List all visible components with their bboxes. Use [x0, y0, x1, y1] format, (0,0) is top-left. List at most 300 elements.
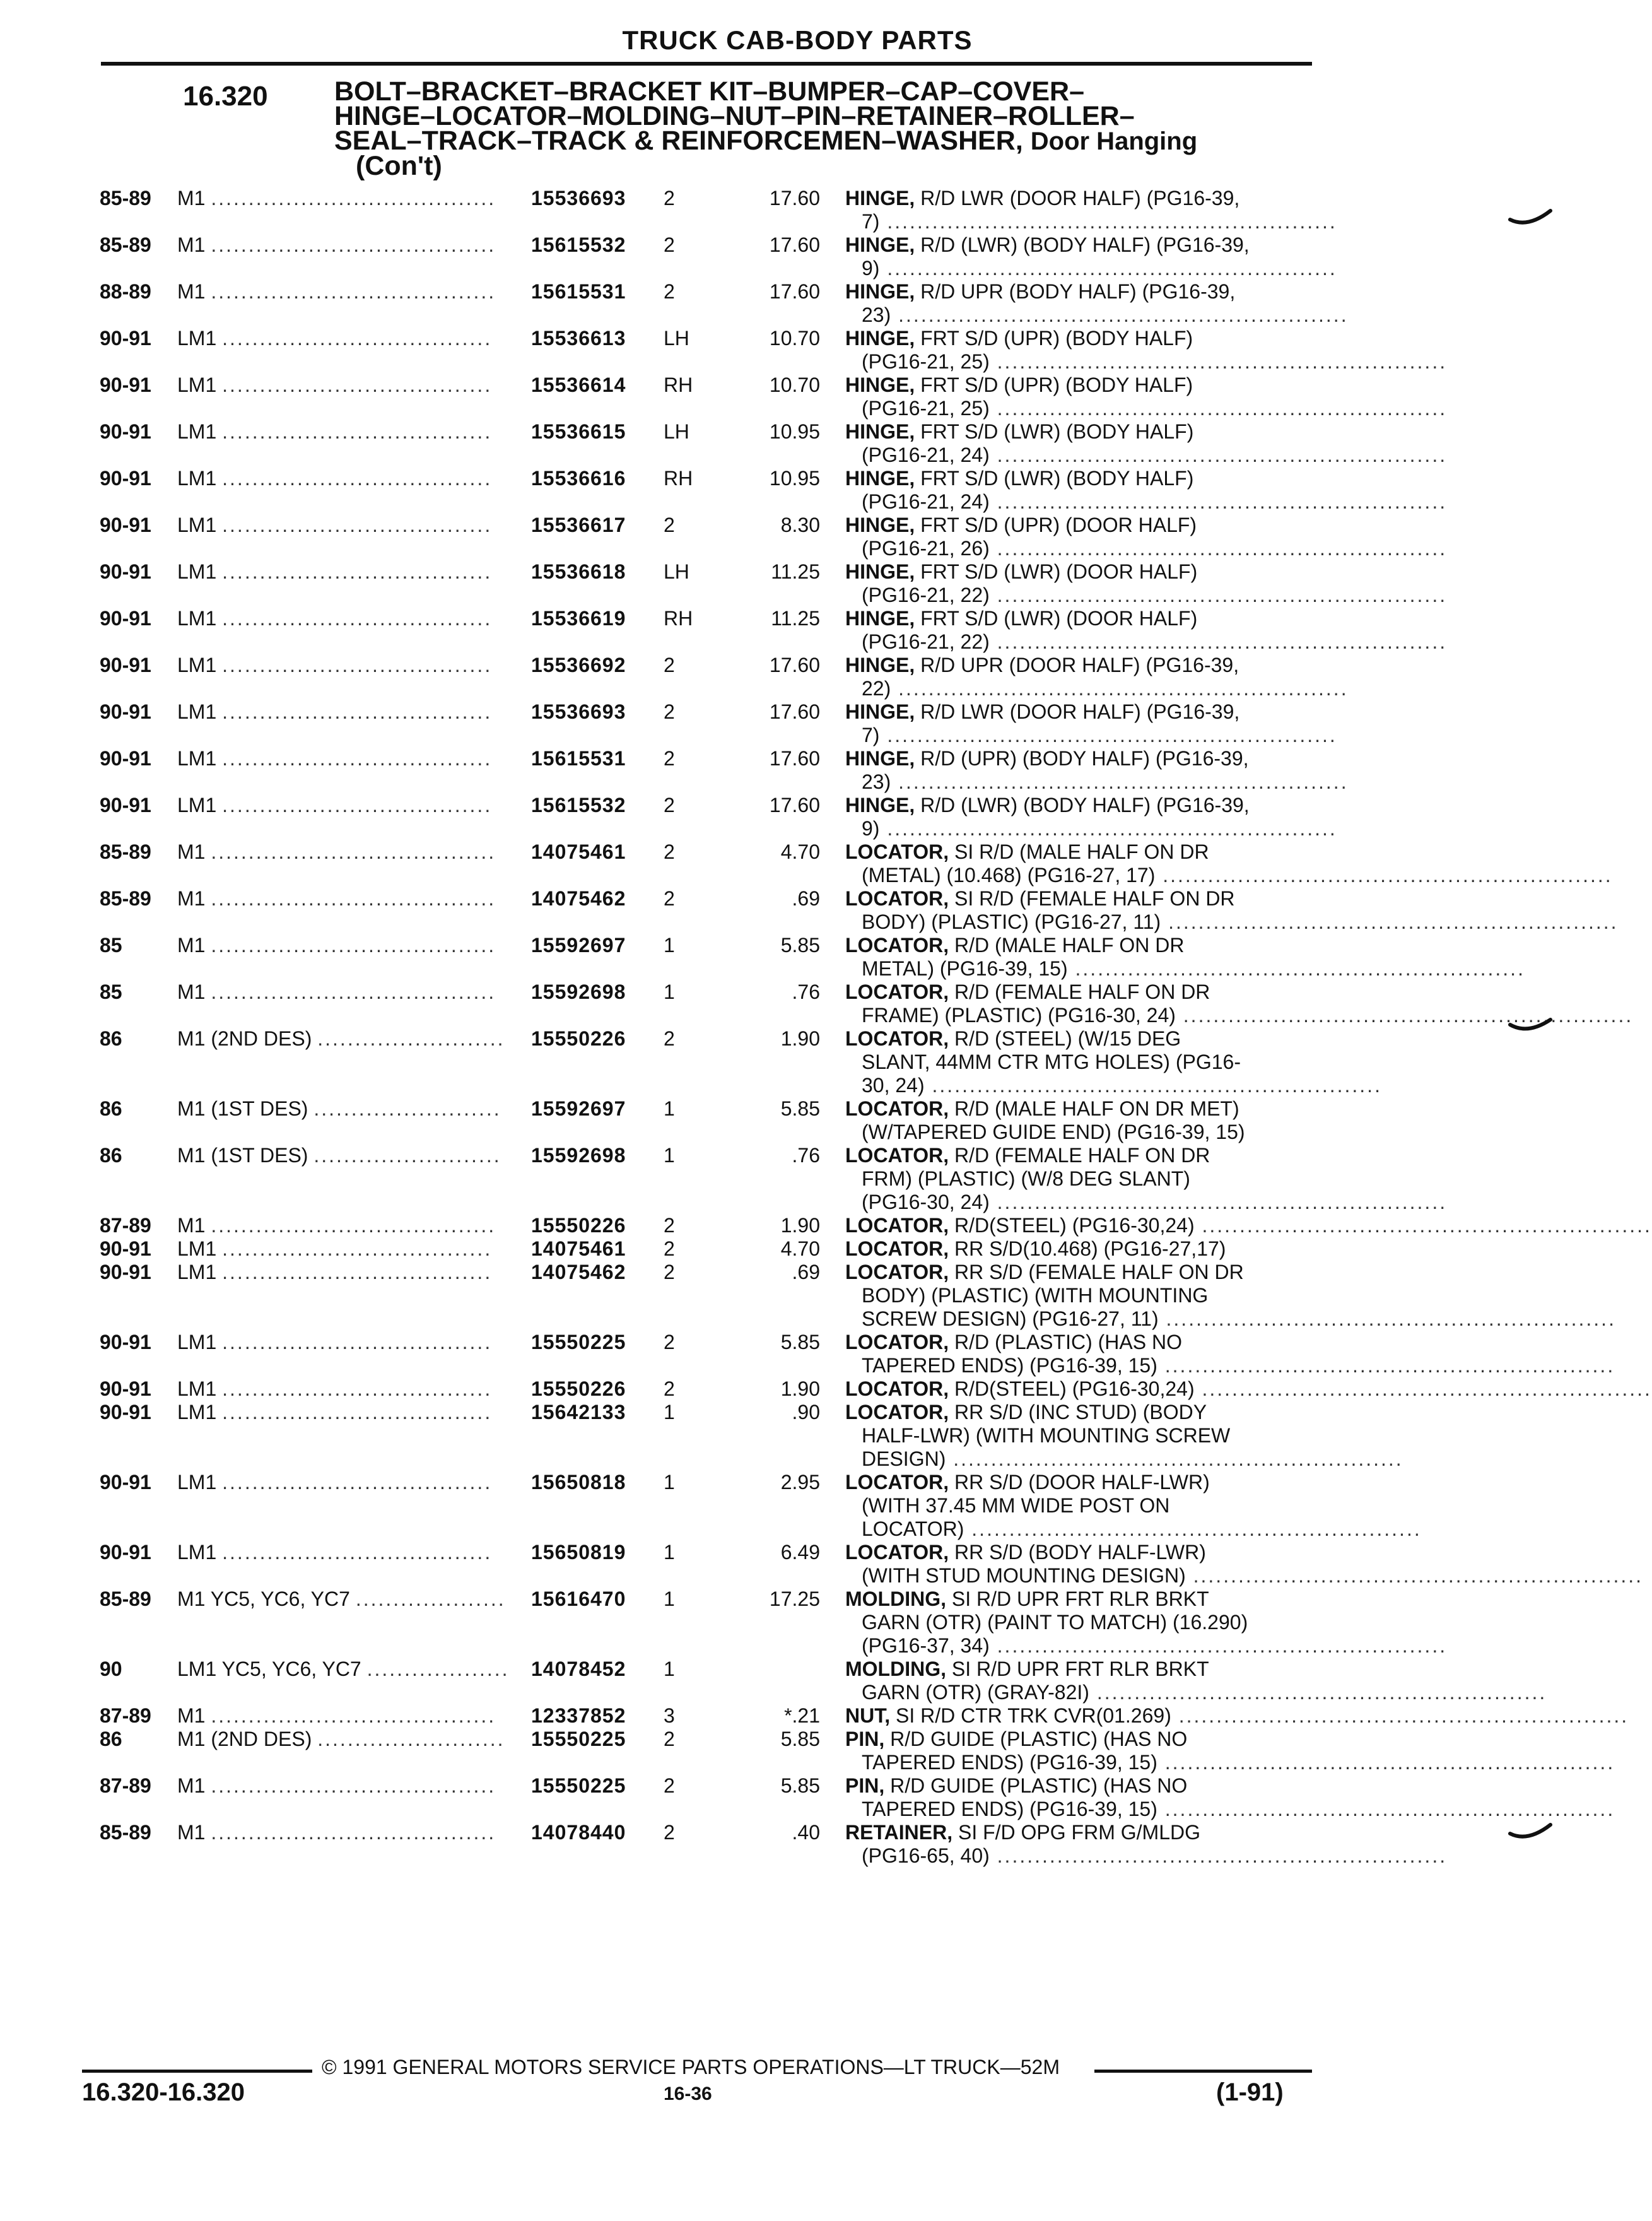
- price: 4.70: [780, 840, 820, 863]
- part-description: [845, 1377, 1652, 1401]
- description-category: LOCATOR,: [845, 1541, 949, 1564]
- price: 17.60: [769, 187, 820, 209]
- description-line: [845, 1004, 1634, 1027]
- model-year: 90-91: [100, 1401, 151, 1423]
- model-code: [177, 374, 492, 397]
- description-line: [845, 1658, 1312, 1681]
- parts-row: [0, 1728, 1615, 1774]
- leader-dots: ......................................: [211, 934, 496, 957]
- description-category: LOCATOR,: [845, 981, 949, 1003]
- model-code-text: M1: [177, 1821, 206, 1844]
- part-description: [845, 794, 1337, 840]
- part-number: 15536617: [531, 514, 626, 536]
- description-line: [845, 794, 1312, 817]
- description-line: [845, 1191, 1448, 1214]
- description-line: [845, 1751, 1615, 1774]
- footer-rule-right: [1094, 2070, 1312, 2073]
- description-text: (PG16-21, 24): [862, 490, 990, 513]
- model-code-text: M1: [177, 934, 206, 957]
- part-number: 14075461: [531, 1237, 626, 1260]
- part-number: 15536613: [531, 327, 626, 350]
- description-line: [845, 840, 1312, 864]
- parts-row: [0, 981, 1634, 1027]
- parts-row: [0, 1471, 1595, 1541]
- model-year: 85: [100, 981, 122, 1003]
- description-category: HINGE,: [845, 374, 915, 396]
- description-line: [845, 1097, 1312, 1121]
- model-code-text: LM1: [177, 1471, 217, 1493]
- description-category: LOCATOR,: [845, 1027, 949, 1050]
- model-code-text: M1 YC5, YC6, YC7: [177, 1588, 350, 1610]
- leader-dots: ......................................: [211, 1821, 496, 1844]
- model-year: 90-91: [100, 327, 151, 350]
- price: 17.60: [769, 233, 820, 256]
- leader-dots: ............................................................: [989, 1191, 1448, 1213]
- description-line: [845, 607, 1312, 630]
- description-text: R/D GUIDE (PLASTIC) (HAS NO: [884, 1774, 1188, 1797]
- parts-row: [0, 560, 1595, 607]
- model-code-text: LM1: [177, 560, 217, 583]
- description-category: LOCATOR,: [845, 1237, 949, 1260]
- page-header-title: TRUCK CAB-BODY PARTS: [622, 25, 973, 55]
- leader-dots: ............................................................: [1194, 1214, 1652, 1237]
- leader-dots: ......................................: [211, 840, 496, 863]
- leader-dots: ....................................: [222, 654, 493, 676]
- model-code: [177, 1588, 506, 1611]
- description-line: [845, 560, 1312, 584]
- leader-dots: .........................: [313, 1144, 501, 1167]
- description-text: (W/TAPERED GUIDE END) (PG16-39, 15): [862, 1121, 1245, 1143]
- parts-row: [0, 1214, 1652, 1237]
- description-line: [845, 887, 1312, 910]
- price: 5.85: [780, 1097, 820, 1120]
- model-code-text: LM1: [177, 374, 217, 396]
- description-line: [845, 210, 1337, 233]
- description-text: FRT S/D (LWR) (BODY HALF): [915, 420, 1194, 443]
- description-text: SI F/D OPG FRM G/MLDG: [952, 1821, 1200, 1844]
- model-code-text: LM1: [177, 1331, 217, 1353]
- description-line: [845, 1471, 1312, 1494]
- model-year: 90-91: [100, 654, 151, 676]
- parts-row: [0, 467, 1595, 514]
- leader-dots: ............................................................: [1089, 1681, 1547, 1704]
- model-code: [177, 607, 492, 630]
- description-line: [845, 1821, 1312, 1844]
- parts-row: [0, 747, 1595, 794]
- part-number: 15550225: [531, 1728, 626, 1750]
- quantity: 3: [664, 1704, 675, 1727]
- leader-dots: ............................................................: [891, 303, 1349, 326]
- description-line: [845, 327, 1312, 350]
- quantity: 2: [664, 1027, 675, 1050]
- description-text: R/D (MALE HALF ON DR MET): [949, 1097, 1239, 1120]
- price: .90: [792, 1401, 820, 1423]
- description-line: [845, 1237, 1312, 1261]
- leader-dots: ............................................................: [879, 817, 1337, 840]
- model-code: [177, 1261, 492, 1284]
- model-year: 85-89: [100, 1821, 151, 1844]
- model-code-text: LM1: [177, 607, 217, 630]
- leader-dots: ......................................: [211, 887, 496, 910]
- description-category: PIN,: [845, 1774, 885, 1797]
- part-description: [845, 1097, 1312, 1144]
- description-text: SCREW DESIGN) (PG16-27, 11): [862, 1307, 1159, 1330]
- model-year: 86: [100, 1728, 122, 1750]
- leader-dots: ............................................................: [989, 630, 1448, 653]
- description-line: [845, 1494, 1312, 1517]
- description-category: HINGE,: [845, 560, 915, 583]
- model-code: [177, 747, 492, 770]
- leader-dots: ............................................................: [1185, 1564, 1644, 1587]
- parts-row: [0, 1401, 1595, 1471]
- price: 5.85: [780, 1728, 820, 1750]
- leader-dots: ............................................................: [891, 770, 1349, 793]
- part-number: 15615531: [531, 747, 626, 770]
- quantity: RH: [664, 374, 693, 396]
- description-line: [845, 1167, 1312, 1191]
- model-year: 90-91: [100, 514, 151, 536]
- part-number: 15550225: [531, 1774, 626, 1797]
- part-description: [845, 607, 1448, 654]
- description-line: [845, 1774, 1312, 1798]
- parts-row: [0, 1331, 1615, 1377]
- model-code: [177, 840, 496, 864]
- description-line: [845, 397, 1448, 420]
- price: 11.25: [771, 607, 820, 630]
- description-text: R/D(STEEL) (PG16-30,24): [949, 1214, 1195, 1237]
- description-text: FRT S/D (UPR) (DOOR HALF): [915, 514, 1197, 536]
- description-text: (PG16-21, 25): [862, 397, 990, 420]
- description-line: [845, 747, 1312, 770]
- model-code: [177, 1401, 492, 1424]
- model-year: 90-91: [100, 607, 151, 630]
- description-category: NUT,: [845, 1704, 891, 1727]
- description-text: SI R/D UPR FRT RLR BRKT: [946, 1658, 1209, 1680]
- description-text: FRT S/D (UPR) (BODY HALF): [915, 374, 1193, 396]
- section-title-cont: (Con't): [356, 151, 442, 181]
- description-text: HALF-LWR) (WITH MOUNTING SCREW: [862, 1424, 1231, 1447]
- check-mark-icon: [1509, 1017, 1553, 1036]
- description-text: BODY) (PLASTIC) (PG16-27, 11): [862, 910, 1161, 933]
- description-text: GARN (OTR) (GRAY-82I): [862, 1681, 1089, 1704]
- model-code-text: M1: [177, 887, 206, 910]
- model-code-text: LM1: [177, 654, 217, 676]
- model-code-text: LM1: [177, 1377, 217, 1400]
- model-code: [177, 1728, 505, 1751]
- model-year: 87-89: [100, 1774, 151, 1797]
- description-category: HINGE,: [845, 233, 915, 256]
- part-description: [845, 560, 1448, 607]
- leader-dots: .........................: [317, 1728, 505, 1750]
- quantity: 2: [664, 1237, 675, 1260]
- description-line: [845, 677, 1349, 700]
- part-number: 15536692: [531, 654, 626, 676]
- leader-dots: ............................................................: [1171, 1704, 1629, 1727]
- description-category: HINGE,: [845, 327, 915, 350]
- description-text: R/D (STEEL) (W/15 DEG: [949, 1027, 1181, 1050]
- description-line: [845, 1051, 1312, 1074]
- model-year: 85-89: [100, 887, 151, 910]
- description-text: (WITH STUD MOUNTING DESIGN): [862, 1564, 1186, 1587]
- price: 10.70: [769, 374, 820, 396]
- part-number: 14078440: [531, 1821, 626, 1844]
- description-text: 9): [862, 257, 880, 280]
- description-line: [845, 1284, 1312, 1307]
- part-description: [845, 1214, 1652, 1237]
- quantity: 2: [664, 1728, 675, 1750]
- part-number: 14078452: [531, 1658, 626, 1680]
- model-code: [177, 560, 492, 584]
- model-year: 85-89: [100, 187, 151, 209]
- description-category: HINGE,: [845, 187, 915, 209]
- leader-dots: ............................................................: [989, 350, 1448, 373]
- part-number: 15536618: [531, 560, 626, 583]
- model-code: [177, 934, 496, 957]
- parts-row: [0, 1774, 1615, 1821]
- description-line: [845, 1704, 1629, 1728]
- parts-row: [0, 1821, 1595, 1868]
- part-number: 15616470: [531, 1588, 626, 1610]
- part-description: [845, 1658, 1547, 1704]
- description-text: BODY) (PLASTIC) (WITH MOUNTING: [862, 1284, 1209, 1307]
- model-code: [177, 1704, 496, 1728]
- model-code: [177, 794, 492, 817]
- parts-row: [0, 934, 1595, 981]
- model-code-text: LM1: [177, 327, 217, 350]
- model-year: 90-91: [100, 467, 151, 490]
- part-number: 15536616: [531, 467, 626, 490]
- description-text: 30, 24): [862, 1074, 925, 1097]
- part-description: [845, 1728, 1615, 1774]
- footer-section-range: 16.320-16.320: [82, 2078, 245, 2106]
- section-title: [334, 76, 1318, 181]
- leader-dots: ....................................: [222, 747, 493, 770]
- description-text: 7): [862, 724, 880, 746]
- leader-dots: ............................................................: [1161, 910, 1619, 933]
- description-category: LOCATOR,: [845, 1144, 949, 1167]
- model-code-text: LM1: [177, 1237, 217, 1260]
- price: 10.70: [769, 327, 820, 350]
- model-code: [177, 1097, 501, 1121]
- model-year: 90-91: [100, 1237, 151, 1260]
- part-description: [845, 887, 1619, 934]
- part-number: 14075462: [531, 887, 626, 910]
- quantity: 2: [664, 887, 675, 910]
- parts-row: [0, 280, 1595, 327]
- part-number: 15592697: [531, 1097, 626, 1120]
- description-text: SI R/D CTR TRK CVR(01.269): [890, 1704, 1171, 1727]
- part-number: 15550226: [531, 1027, 626, 1050]
- parts-row: [0, 1027, 1595, 1097]
- part-number: 15615532: [531, 233, 626, 256]
- section-number: 16.320: [183, 81, 268, 112]
- model-code-text: M1 (1ST DES): [177, 1097, 308, 1120]
- price: 1.90: [780, 1214, 820, 1237]
- parts-row: [0, 1261, 1616, 1331]
- description-line: [845, 280, 1312, 303]
- description-line: [845, 1214, 1652, 1237]
- model-year: 90-91: [100, 1377, 151, 1400]
- model-code-text: M1: [177, 1214, 206, 1237]
- model-year: 85-89: [100, 1588, 151, 1610]
- parts-row: [0, 1541, 1644, 1588]
- model-code: [177, 1331, 492, 1354]
- model-code: [177, 514, 492, 537]
- description-text: FRT S/D (UPR) (BODY HALF): [915, 327, 1193, 350]
- description-line: [845, 1401, 1312, 1424]
- quantity: 2: [664, 1774, 675, 1797]
- model-code: [177, 327, 492, 350]
- part-number: 12337852: [531, 1704, 626, 1727]
- part-description: [845, 467, 1448, 514]
- description-category: LOCATOR,: [845, 934, 949, 957]
- part-description: [845, 654, 1349, 700]
- leader-dots: ....................................: [222, 560, 493, 583]
- model-year: 87-89: [100, 1214, 151, 1237]
- quantity: 1: [664, 1144, 675, 1167]
- description-category: HINGE,: [845, 467, 915, 490]
- header-rule: [101, 62, 1312, 66]
- price: .69: [792, 887, 820, 910]
- footer-rule-left: [82, 2070, 312, 2073]
- description-text: (PG16-21, 22): [862, 584, 990, 606]
- price: 17.60: [769, 747, 820, 770]
- price: 1.90: [780, 1027, 820, 1050]
- parts-row: [0, 887, 1619, 934]
- parts-row: [0, 1588, 1595, 1658]
- leader-dots: ............................................................: [1175, 1004, 1634, 1027]
- description-line: [845, 514, 1312, 537]
- description-line: [845, 864, 1613, 887]
- part-description: [845, 1237, 1312, 1261]
- part-description: [845, 514, 1448, 560]
- description-line: [845, 981, 1312, 1004]
- parts-row: [0, 607, 1595, 654]
- part-description: [845, 1331, 1615, 1377]
- description-category: MOLDING,: [845, 1658, 946, 1680]
- description-line: [845, 1798, 1615, 1821]
- part-description: [845, 1401, 1403, 1471]
- section-title-line: [334, 126, 1318, 156]
- description-text: (PG16-21, 26): [862, 537, 990, 560]
- model-code: [177, 233, 496, 257]
- price: 17.60: [769, 280, 820, 303]
- part-number: 15536614: [531, 374, 626, 396]
- quantity: LH: [664, 560, 689, 583]
- description-text: TAPERED ENDS) (PG16-39, 15): [862, 1354, 1157, 1377]
- footer-date: (1-91): [1216, 2078, 1284, 2106]
- price: 17.60: [769, 654, 820, 676]
- leader-dots: ............................................................: [891, 677, 1349, 700]
- model-code: [177, 1471, 492, 1494]
- leader-dots: ...................: [366, 1658, 510, 1680]
- description-text: R/D UPR (DOOR HALF) (PG16-39,: [915, 654, 1239, 676]
- model-code: [177, 467, 492, 490]
- description-line: [845, 1681, 1547, 1704]
- description-line: [845, 1844, 1448, 1868]
- quantity: 2: [664, 187, 675, 209]
- part-number: 15592697: [531, 934, 626, 957]
- description-line: [845, 1027, 1312, 1051]
- model-code: [177, 700, 492, 724]
- description-text: R/D(STEEL) (PG16-30,24): [949, 1377, 1195, 1400]
- model-code-text: M1: [177, 1774, 206, 1797]
- parts-row: [0, 514, 1595, 560]
- description-category: HINGE,: [845, 700, 915, 723]
- description-category: MOLDING,: [845, 1588, 946, 1610]
- description-text: R/D (FEMALE HALF ON DR: [949, 1144, 1210, 1167]
- parts-row: [0, 1658, 1595, 1704]
- price: 10.95: [769, 467, 820, 490]
- part-number: 14075462: [531, 1261, 626, 1283]
- description-text: METAL) (PG16-39, 15): [862, 957, 1068, 980]
- section-title-line: BOLT–BRACKET–BRACKET KIT–BUMPER–CAP–COVER–: [334, 76, 1085, 107]
- leader-dots: .........................: [317, 1027, 505, 1050]
- description-line: [845, 1728, 1312, 1751]
- leader-dots: ............................................................: [1158, 1307, 1616, 1330]
- description-line: [845, 1331, 1312, 1354]
- description-category: HINGE,: [845, 280, 915, 303]
- footer-copyright: © 1991 GENERAL MOTORS SERVICE PARTS OPERATIONS—LT TRUCK—52M: [322, 2056, 1060, 2078]
- description-text: (PG16-21, 22): [862, 630, 990, 653]
- model-code: [177, 1377, 492, 1401]
- price: 4.70: [780, 1237, 820, 1260]
- model-code-text: M1: [177, 840, 206, 863]
- quantity: 2: [664, 514, 675, 536]
- description-category: PIN,: [845, 1728, 885, 1750]
- description-line: [845, 584, 1448, 607]
- description-line: [845, 1424, 1312, 1447]
- model-code-text: LM1: [177, 794, 217, 816]
- leader-dots: ............................................................: [989, 537, 1448, 560]
- leader-dots: ......................................: [211, 233, 496, 256]
- part-description: [845, 1471, 1422, 1541]
- quantity: 2: [664, 1214, 675, 1237]
- description-category: HINGE,: [845, 654, 915, 676]
- check-mark-icon: [1509, 1823, 1553, 1842]
- section-title-suffix: Door Hanging: [1030, 127, 1198, 155]
- quantity: 2: [664, 1261, 675, 1283]
- description-category: LOCATOR,: [845, 1471, 949, 1493]
- description-text: (PG16-21, 25): [862, 350, 990, 373]
- part-number: 15642133: [531, 1401, 626, 1423]
- model-code: [177, 887, 496, 910]
- leader-dots: ....................................: [222, 1377, 493, 1400]
- description-text: (WITH 37.45 MM WIDE POST ON: [862, 1494, 1170, 1517]
- leader-dots: ............................................................: [989, 397, 1448, 420]
- description-text: RR S/D (FEMALE HALF ON DR: [949, 1261, 1244, 1283]
- description-line: [845, 1121, 1312, 1144]
- price: 11.25: [771, 560, 820, 583]
- price: 5.85: [780, 1331, 820, 1353]
- description-line: [845, 1588, 1312, 1611]
- description-line: [845, 350, 1448, 374]
- quantity: 2: [664, 700, 675, 723]
- leader-dots: ............................................................: [1157, 1751, 1615, 1774]
- model-year: 90-91: [100, 700, 151, 723]
- price: 2.95: [780, 1471, 820, 1493]
- quantity: 2: [664, 233, 675, 256]
- description-line: [845, 233, 1312, 257]
- model-code-text: M1: [177, 187, 206, 209]
- parts-row: [0, 700, 1595, 747]
- part-description: [845, 1144, 1448, 1214]
- part-description: [845, 1261, 1616, 1331]
- description-text: 23): [862, 303, 891, 326]
- description-text: R/D (MALE HALF ON DR: [949, 934, 1185, 957]
- model-code-text: LM1: [177, 1541, 217, 1564]
- price: 8.30: [780, 514, 820, 536]
